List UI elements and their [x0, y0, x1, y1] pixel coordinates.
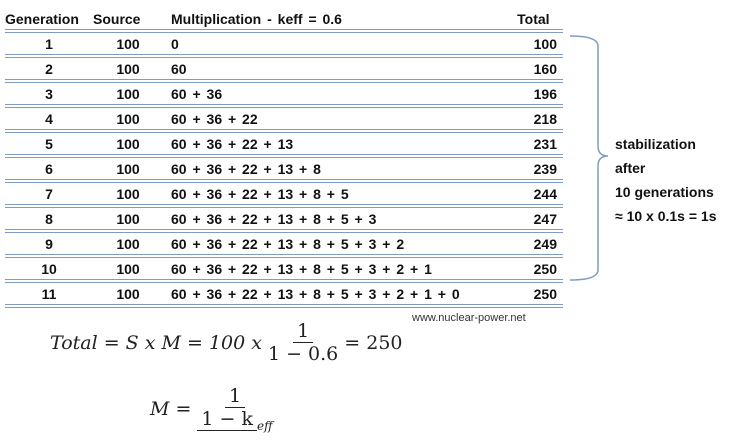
cell-source: 100 [93, 106, 163, 131]
numerator: 1 [293, 320, 313, 343]
cell-multiplication: 60 + 36 + 22 + 13 + 8 + 5 + 3 + 2 + 1 [163, 256, 517, 281]
cell-total: 247 [517, 206, 563, 231]
cell-total: 249 [517, 231, 563, 256]
table-row [5, 181, 563, 206]
cell-multiplication: 60 + 36 [163, 81, 517, 106]
cell-source: 100 [93, 231, 163, 256]
formula-lhs: M = [150, 397, 192, 420]
header-multiplication: Multiplication - keff = 0.6 [163, 8, 517, 31]
denominator [197, 408, 272, 433]
cell-multiplication: 0 [163, 31, 517, 56]
fraction [197, 385, 272, 433]
cell-source: 100 [93, 81, 163, 106]
brace-bracket [568, 34, 608, 284]
annotation-line: after [615, 160, 646, 176]
total-formula [50, 320, 403, 365]
table-row [5, 56, 563, 81]
subscript: eff [257, 418, 273, 433]
table-row [5, 281, 563, 306]
cell-multiplication: 60 + 36 + 22 [163, 106, 517, 131]
header-total: Total [517, 8, 563, 31]
header-source: Source [93, 8, 163, 31]
numerator: 1 [225, 385, 245, 408]
denominator-text: 1 − k [197, 408, 257, 431]
table-row [5, 206, 563, 231]
multiplication-formula [150, 385, 279, 433]
cell-total: 160 [517, 56, 563, 81]
annotation-line: 10 generations [615, 184, 714, 200]
cell-source: 100 [93, 281, 163, 306]
annotation-line: stabilization [615, 136, 696, 152]
cell-total: 100 [517, 31, 563, 56]
cell-generation: 8 [5, 206, 93, 231]
cell-source: 100 [93, 131, 163, 156]
cell-total: 196 [517, 81, 563, 106]
cell-total: 250 [517, 281, 563, 306]
cell-total: 218 [517, 106, 563, 131]
cell-multiplication: 60 [163, 56, 517, 81]
cell-multiplication: 60 + 36 + 22 + 13 + 8 [163, 156, 517, 181]
table-row [5, 156, 563, 181]
cell-source: 100 [93, 56, 163, 81]
table-row [5, 31, 563, 56]
table-row [5, 131, 563, 156]
table-row [5, 81, 563, 106]
cell-generation: 1 [5, 31, 93, 56]
header-generation: Generation [5, 8, 93, 31]
formula-rhs: = 250 [344, 331, 403, 354]
cell-generation: 10 [5, 256, 93, 281]
cell-total: 250 [517, 256, 563, 281]
cell-generation: 11 [5, 281, 93, 306]
cell-generation: 2 [5, 56, 93, 81]
table-row [5, 106, 563, 131]
cell-generation: 5 [5, 131, 93, 156]
cell-total: 244 [517, 181, 563, 206]
table-row [5, 256, 563, 281]
cell-source: 100 [93, 156, 163, 181]
denominator: 1 − 0.6 [267, 343, 339, 365]
cell-generation: 9 [5, 231, 93, 256]
annotation-line: ≈ 10 x 0.1s = 1s [615, 208, 717, 224]
cell-multiplication: 60 + 36 + 22 + 13 + 8 + 5 + 3 [163, 206, 517, 231]
cell-generation: 3 [5, 81, 93, 106]
cell-generation: 7 [5, 181, 93, 206]
table-row [5, 231, 563, 256]
cell-total: 239 [517, 156, 563, 181]
cell-multiplication: 60 + 36 + 22 + 13 + 8 + 5 [163, 181, 517, 206]
cell-multiplication: 60 + 36 + 22 + 13 + 8 + 5 + 3 + 2 + 1 + 0 [163, 281, 517, 306]
cell-source: 100 [93, 181, 163, 206]
cell-source: 100 [93, 31, 163, 56]
formula-lhs: Total = S x M = 100 x [50, 331, 262, 354]
cell-generation: 6 [5, 156, 93, 181]
cell-generation: 4 [5, 106, 93, 131]
cell-total: 231 [517, 131, 563, 156]
table-header [5, 8, 563, 31]
cell-multiplication: 60 + 36 + 22 + 13 [163, 131, 517, 156]
cell-multiplication: 60 + 36 + 22 + 13 + 8 + 5 + 3 + 2 [163, 231, 517, 256]
generation-table [5, 8, 563, 308]
cell-source: 100 [93, 206, 163, 231]
source-credit: www.nuclear-power.net [412, 312, 526, 324]
fraction [268, 320, 338, 365]
cell-source: 100 [93, 256, 163, 281]
